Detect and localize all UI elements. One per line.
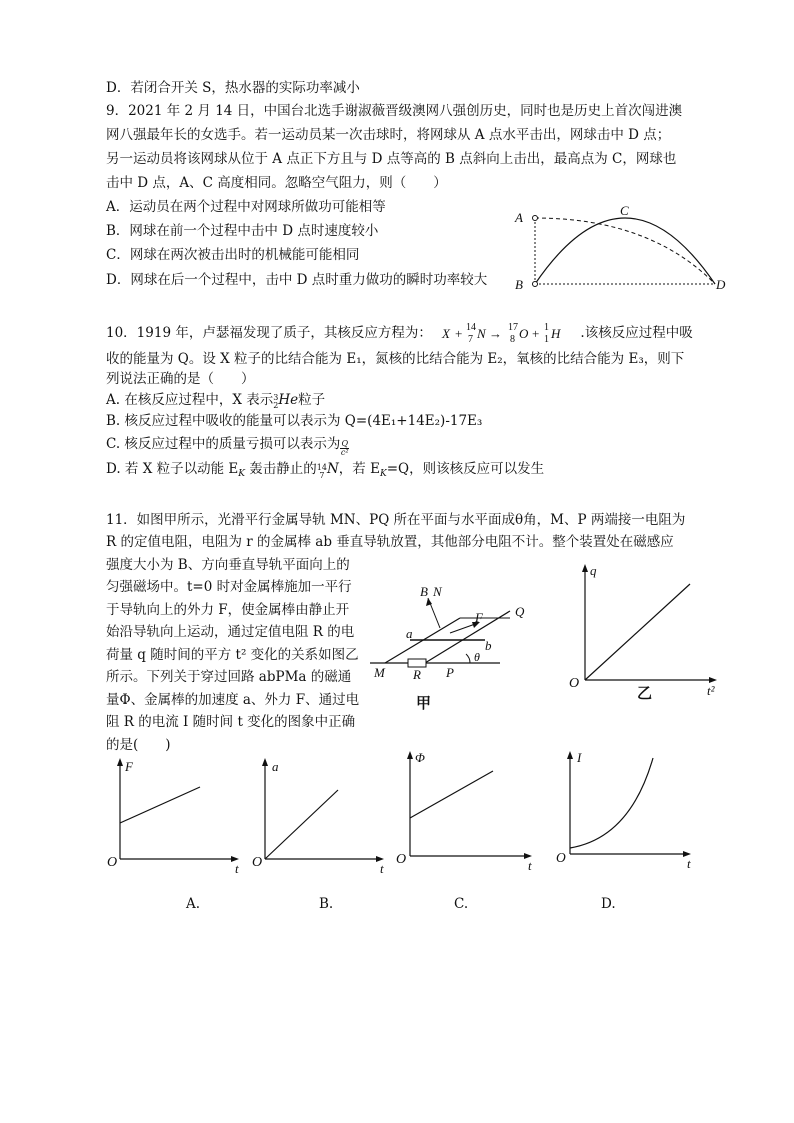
q10-option-d: D. 若 X 粒子以动能 $E_K$ 轰击静止的 14 7 N，若 $E_K=Q$，则该核反应可以发生 xyxy=(106,461,545,480)
q9-label-a: A xyxy=(515,210,523,225)
graph-d-curve xyxy=(570,758,653,848)
graph-d-origin: O xyxy=(556,850,566,865)
q8-option-d: D．若闭合开关 S，热水器的实际功率减小 xyxy=(106,80,360,96)
q11-stem-line-2: R 的定值电阻，电阻为 r 的金属棒 ab 垂直导轨放置，其他部分电阻不计。整个装置处在磁感应 xyxy=(106,534,674,550)
q10-eq-arrow: → xyxy=(489,326,503,341)
q11-narrow-line-2: 匀强磁场中。t=0 时对金属棒施加一平行 xyxy=(106,579,352,595)
graph-b-xlabel: t xyxy=(380,861,384,876)
q11-narrow-line-1: 强度大小为 B、方向垂直导轨平面向上的 xyxy=(106,557,350,573)
jia-label-b: B xyxy=(420,584,428,599)
q9-path-oblique xyxy=(535,218,715,284)
q10-stem-line-1 xyxy=(106,322,693,344)
yi-xlabel: t² xyxy=(707,683,715,698)
q11-narrow-line-6: 所示。下列关于穿过回路 abPMa 的磁通 xyxy=(106,669,352,685)
q9-stem-line-4: 击中 D 点，A、C 高度相同。忽略空气阻力，则（ ） xyxy=(106,175,447,191)
jia-label-a: a xyxy=(406,626,413,641)
q10-eq-plus-2: + xyxy=(532,326,540,341)
q10-stem-suffix: .该核反应过程中吸 xyxy=(580,325,693,341)
graph-a-line xyxy=(120,787,200,823)
graph-b-ylabel: a xyxy=(272,759,279,774)
graph-c-origin: O xyxy=(396,852,407,867)
q11-graph-b xyxy=(250,755,390,875)
q9-option-d: D．网球在后一个过程中，击中 D 点时重力做功的瞬时功率较大 xyxy=(106,272,488,288)
q9-stem-line-2: 网八强最年长的女选手。若一运动员某一次击球时，将网球从 A 点水平击出，网球击中 D 点； xyxy=(106,127,671,143)
yi-caption: 乙 xyxy=(637,686,653,702)
jia-label-n: N xyxy=(433,584,442,599)
q11-narrow-line-9: 的是( ) xyxy=(106,737,171,753)
q10-eq-o-charge: 8 xyxy=(510,334,516,345)
yi-q-line xyxy=(585,584,690,680)
q9-stem-line-1: 9．2021 年 2 月 14 日，中国台北选手谢淑薇晋级澳网八强创历史，同时也是历史上首次闯进澳 xyxy=(106,103,683,119)
q11-narrow-line-8: 阻 R 的电流 I 随时间 t 变化的图象中正确 xyxy=(106,714,356,730)
q11-narrow-line-3: 于导轨向上的外力 F，使金属棒由静止开 xyxy=(106,602,350,618)
q10-eq-h: H xyxy=(551,326,561,341)
jia-label-r: R xyxy=(413,667,421,682)
jia-label-p: P xyxy=(446,665,454,680)
graph-c-line xyxy=(410,771,493,818)
graph-a-origin: O xyxy=(107,855,118,870)
q10-eq-plus-1: + xyxy=(455,326,463,341)
q10-stem-prefix: 10．1919 年，卢瑟福发现了质子，其核反应方程为： xyxy=(106,325,432,341)
q9-option-b: B．网球在前一个过程中击中 D 点时速度较小 xyxy=(106,223,379,239)
q9-option-a: A．运动员在两个过程中对网球所做功可能相等 xyxy=(106,199,386,215)
q9-stem-line-3: 另一运动员将该网球从位于 A 点正下方且与 D 点等高的 B 点斜向上击出，最高点为 C，网球也 xyxy=(106,151,677,167)
q10-eq-n-mass: 14 xyxy=(466,322,477,333)
yi-ylabel: q xyxy=(590,563,597,578)
q10-eq-h-charge: 1 xyxy=(544,334,550,345)
q9-option-c: C．网球在两次被击出时的机械能可能相同 xyxy=(106,247,360,263)
q9-label-d: D xyxy=(716,277,726,292)
q11-figure-jia xyxy=(370,578,545,718)
q10-eq-n: N xyxy=(477,326,486,341)
jia-label-f: F xyxy=(475,610,483,625)
jia-label-q: Q xyxy=(515,604,525,619)
choice-d: D. xyxy=(601,896,616,912)
yi-origin: O xyxy=(569,676,580,691)
q10-stem-line-2: 收的能量为 Q。设 X 粒子的比结合能为 E₁，氮核的比结合能为 E₂，氧核的比结合能为 E₃，则下 xyxy=(106,351,685,367)
jia-label-m: M xyxy=(374,665,385,680)
q10-option-c: C. 核反应过程中的质量亏损可以表示为 $\frac{Q}{\text{c²}}$ xyxy=(106,436,349,457)
choice-a: A. xyxy=(186,896,201,912)
q10-stem-line-3: 列说法正确的是（ ） xyxy=(106,371,255,387)
jia-label-rod-b: b xyxy=(485,638,492,653)
graph-d-ylabel: I xyxy=(577,750,582,765)
graph-a-ylabel: F xyxy=(125,759,133,774)
q10-option-a: A. 在核反应过程中，X 表示 3 2 He粒子 xyxy=(106,392,326,410)
q11-figure-yi xyxy=(565,560,730,702)
q9-point-a xyxy=(533,216,538,221)
choice-c: C. xyxy=(454,896,469,912)
q11-graph-a xyxy=(105,755,245,875)
q10-eq-o: O xyxy=(519,326,529,341)
resistor-r xyxy=(408,659,426,667)
q10-eq-x: X xyxy=(442,326,451,341)
graph-b-line xyxy=(265,790,338,859)
q11-graph-d xyxy=(555,748,700,873)
q10-eq-n-charge: 7 xyxy=(468,334,474,345)
q11-stem-line-1: 11．如图甲所示，光滑平行金属导轨 MN、PQ 所在平面与水平面成θ角，M、P 两端接一电阻为 xyxy=(106,512,686,528)
graph-b-origin: O xyxy=(252,855,263,870)
jia-caption: 甲 xyxy=(416,696,432,712)
q9-label-b: B xyxy=(515,277,523,292)
jia-label-theta: θ xyxy=(474,650,480,664)
q9-trajectory-figure xyxy=(510,200,735,295)
graph-c-ylabel: Φ xyxy=(415,750,425,765)
q11-narrow-line-7: 量Φ、金属棒的加速度 a、外力 F、通过电 xyxy=(106,692,360,708)
q11-graph-c xyxy=(393,748,538,873)
q9-point-b xyxy=(533,282,538,287)
q10-eq-h-mass: 1 xyxy=(544,322,550,333)
graph-c-xlabel: t xyxy=(528,858,532,873)
graph-a-xlabel: t xyxy=(235,861,239,876)
graph-d-xlabel: t xyxy=(687,856,691,871)
choice-b: B. xyxy=(319,896,334,912)
q11-narrow-line-4: 始沿导轨向上运动，通过定值电阻 R 的电 xyxy=(106,624,355,640)
q10-option-b: B. 核反应过程中吸收的能量可以表示为 Q=(4E₁+14E₂)-17E₃ xyxy=(106,413,483,429)
q9-label-c: C xyxy=(620,203,629,218)
q10-eq-o-mass: 17 xyxy=(508,322,519,333)
q10-equation xyxy=(436,322,576,344)
q11-narrow-line-5: 荷量 q 随时间的平方 t² 变化的关系如图乙 xyxy=(106,647,359,663)
